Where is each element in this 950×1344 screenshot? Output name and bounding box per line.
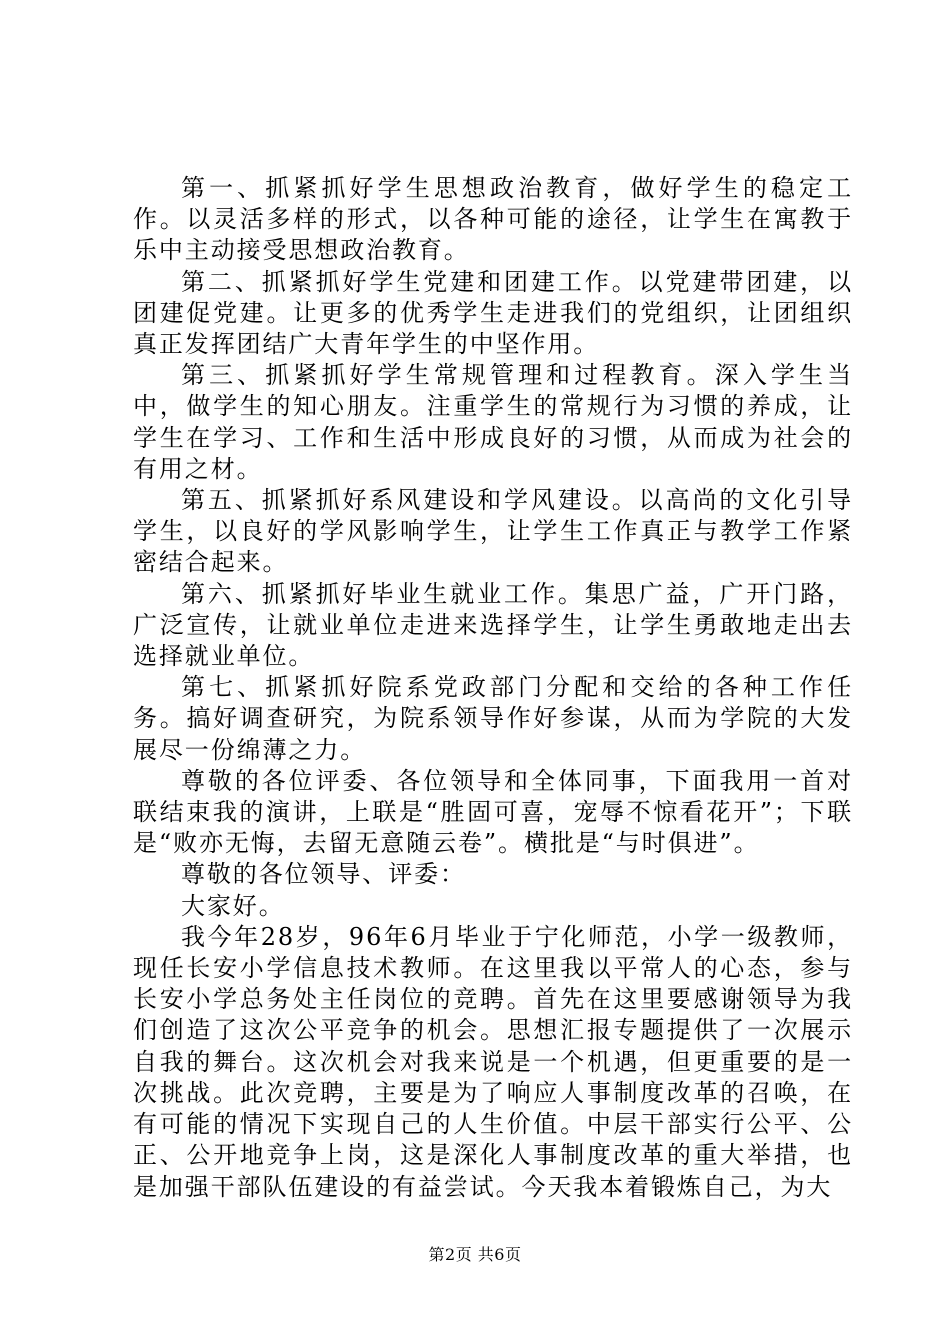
paragraph-10: 我今年28岁，96年6月毕业于宁化师范，小学一级教师，现任长安小学信息技术教师。在这里我以平常人的心态，参与长安小学总务处主任岗位的竞聘。首先在这里要感谢领导为我们创造了这次公平竞争的机会。思想汇报专题提供了一次展示自我的舞台。这次机会对我来说是一个机遇，但更重要的是一次挑战。此次竞聘，主要是为了响应人事制度改革的召唤，在有可能的情况下实现自己的人生价值。中层干部实行公平、公正、公开地竞争上岗，这是深化人事制度改革的重大举措，也是加强干部队伍建设的有益尝试。今天我本着锻炼自己，为大 <box>133 922 853 1201</box>
page-number-footer: 第2页 共6页 <box>428 1245 522 1264</box>
paragraph-6: 第七、抓紧抓好院系党政部门分配和交给的各种工作任务。搞好调查研究，为院系领导作好参谋，从而为学院的大发展尽一份绵薄之力。 <box>133 673 853 764</box>
paragraph-7: 尊敬的各位评委、各位领导和全体同事，下面我用一首对联结束我的演讲，上联是“胜固可喜，宠辱不惊看花开”；下联是“败亦无悔，去留无意随云卷”。横批是“与时俱进”。 <box>133 766 853 858</box>
paragraph-2: 第二、抓紧抓好学生党建和团建工作。以党建带团建，以团建促党建。让更多的优秀学生走进我们的党组织，让团组织真正发挥团结广大青年学生的中坚作用。 <box>133 267 853 359</box>
paragraph-3: 第三、抓紧抓好学生常规管理和过程教育。深入学生当中，做学生的知心朋友。注重学生的常规行为习惯的养成，让学生在学习、工作和生活中形成良好的习惯，从而成为社会的有用之材。 <box>133 361 853 483</box>
document-body <box>133 173 853 1203</box>
paragraph-5: 第六、抓紧抓好毕业生就业工作。集思广益，广开门路，广泛宣传，让就业单位走进来选择学生，让学生勇敢地走出去选择就业单位。 <box>133 579 853 671</box>
paragraph-4: 第五、抓紧抓好系风建设和学风建设。以高尚的文化引导学生，以良好的学风影响学生，让学生工作真正与教学工作紧密结合起来。 <box>133 486 853 577</box>
paragraph-8: 尊敬的各位领导、评委： <box>181 860 466 889</box>
paragraph-1: 第一、抓紧抓好学生思想政治教育，做好学生的稳定工作。以灵活多样的形式，以各种可能的途径，让学生在寓教于乐中主动接受思想政治教育。 <box>133 174 853 265</box>
paragraph-9: 大家好。 <box>181 891 285 920</box>
